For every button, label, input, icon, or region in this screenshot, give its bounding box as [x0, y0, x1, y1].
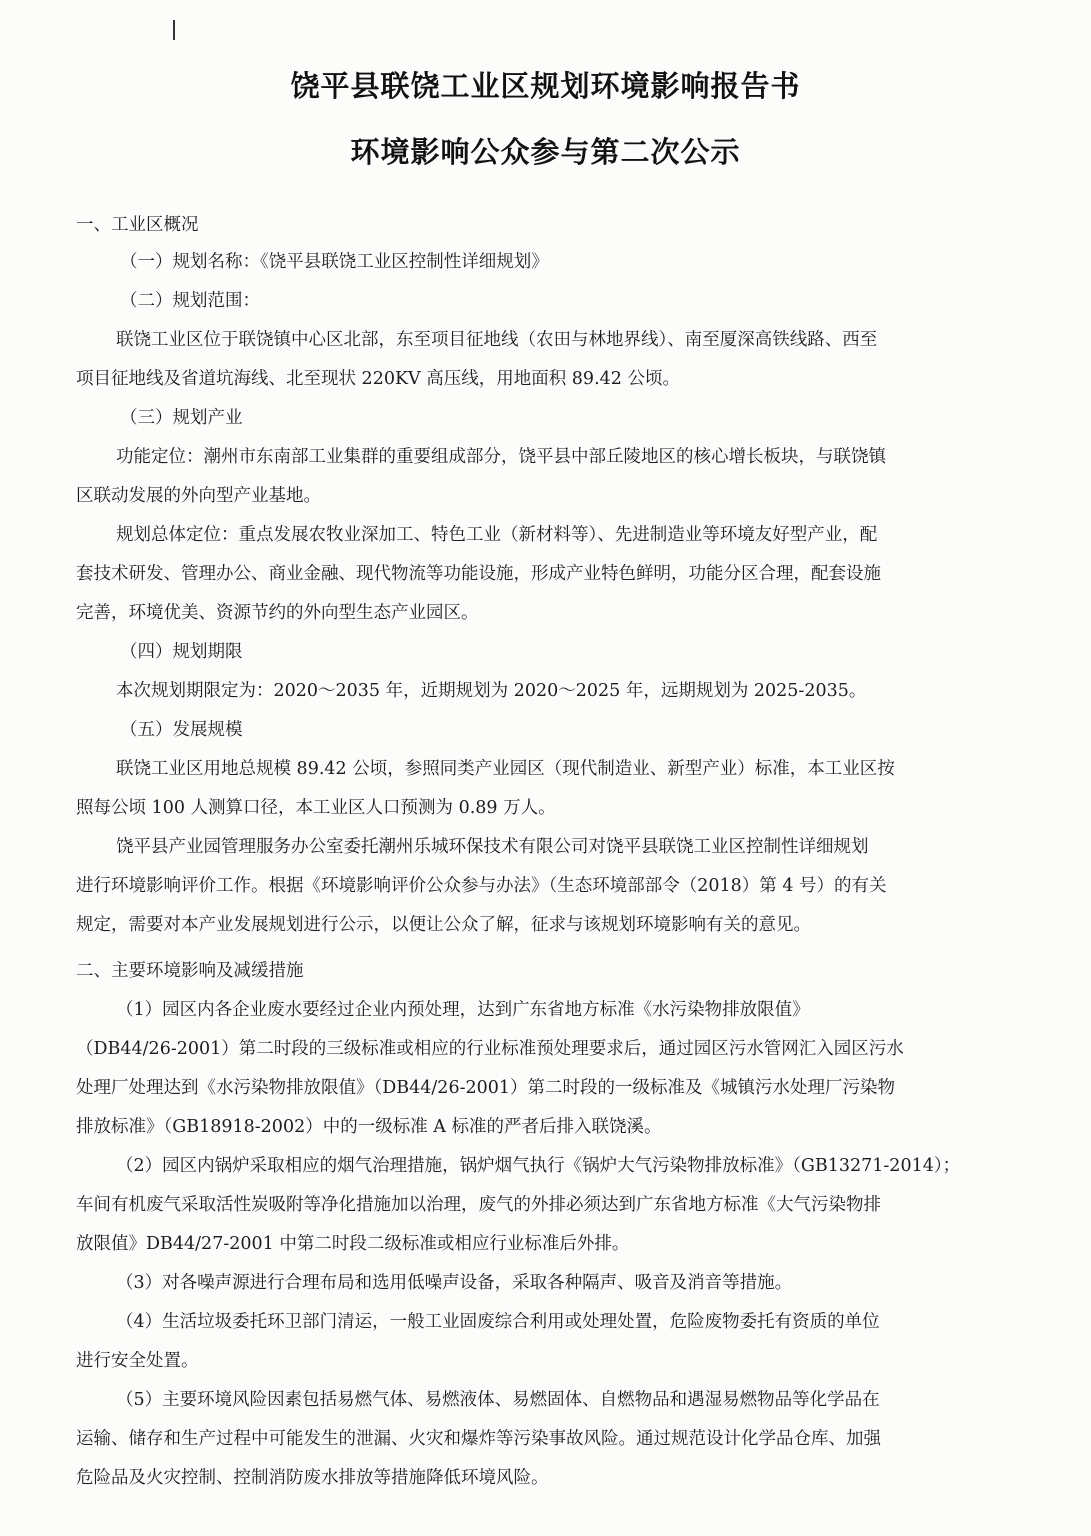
paragraph-line: （3）对各噪声源进行合理布局和选用低噪声设备，采取各种隔声、吸音及消音等措施。 [116, 1273, 793, 1293]
paragraph-line: 联饶工业区用地总规模 89.42 公顷，参照同类产业园区（现代制造业、新型产业）标准，本工业区按 [116, 759, 895, 779]
paragraph-line: 处理厂处理达到《水污染物排放限值》（DB44/26-2001）第二时段的一级标准及《城镇污水处理厂污染物 [76, 1078, 896, 1098]
paragraph-line: 规定，需要对本产业发展规划进行公示，以便让公众了解，征求与该规划环境影响有关的意见。 [76, 915, 811, 935]
paragraph-line: 进行安全处置。 [76, 1351, 199, 1371]
paragraph-line: 放限值》DB44/27-2001 中第二时段二级标准或相应行业标准后外排。 [76, 1234, 630, 1254]
paragraph-line: （DB44/26-2001）第二时段的三级标准或相应的行业标准预处理要求后，通过园区污水管网汇入园区污水 [76, 1039, 904, 1059]
paragraph-line: 功能定位：潮州市东南部工业集群的重要组成部分，饶平县中部丘陵地区的核心增长板块，与联饶镇 [116, 447, 886, 467]
paragraph-line: （5）主要环境风险因素包括易燃气体、易燃液体、易燃固体、自燃物品和遇湿易燃物品等化学品在 [116, 1390, 880, 1410]
subsection-heading: （三）规划产业 [120, 408, 243, 428]
paragraph-line: （4）生活垃圾委托环卫部门清运，一般工业固废综合利用或处理处置，危险废物委托有资质的单位 [116, 1312, 880, 1332]
scan-mark [173, 20, 175, 40]
document-title: 饶平县联饶工业区规划环境影响报告书 [290, 69, 801, 103]
section-heading: 二、主要环境影响及减缓措施 [76, 961, 304, 981]
subsection-heading: （四）规划期限 [120, 642, 243, 662]
paragraph-line: 进行环境影响评价工作。根据《环境影响评价公众参与办法》（生态环境部部令（2018）第 4 号）的有关 [76, 876, 887, 896]
paragraph-line: （2）园区内锅炉采取相应的烟气治理措施，锅炉烟气执行《锅炉大气污染物排放标准》（GB13271-2014）； [116, 1156, 961, 1176]
paragraph-line: 危险品及火灾控制、控制消防废水排放等措施降低环境风险。 [76, 1468, 549, 1488]
paragraph-line: 饶平县产业园管理服务办公室委托潮州乐城环保技术有限公司对饶平县联饶工业区控制性详细规划 [116, 837, 869, 857]
paragraph-line: 联饶工业区位于联饶镇中心区北部，东至项目征地线（农田与林地界线）、南至厦深高铁线路、西至 [116, 330, 878, 350]
subsection-heading: （二）规划范围： [120, 291, 260, 311]
paragraph-line: 套技术研发、管理办公、商业金融、现代物流等功能设施，形成产业特色鲜明，功能分区合理，配套设施 [76, 564, 881, 584]
paragraph-line: 本次规划期限定为：2020～2035 年，近期规划为 2020～2025 年，远期规划为 2025-2035。 [116, 681, 867, 701]
paragraph-line: 排放标准》（GB18918-2002）中的一级标准 A 标准的严者后排入联饶溪。 [76, 1117, 662, 1137]
paragraph-line: 完善，环境优美、资源节约的外向型生态产业园区。 [76, 603, 479, 623]
paragraph-line: 运输、储存和生产过程中可能发生的泄漏、火灾和爆炸等污染事故风险。通过规范设计化学品仓库、加强 [76, 1429, 881, 1449]
document-subtitle: 环境影响公众参与第二次公示 [350, 135, 741, 169]
paragraph-line: 规划总体定位：重点发展农牧业深加工、特色工业（新材料等）、先进制造业等环境友好型产业，配 [116, 525, 878, 545]
paragraph-line: 区联动发展的外向型产业基地。 [76, 486, 321, 506]
paragraph-line: 项目征地线及省道坑海线、北至现状 220KV 高压线，用地面积 89.42 公顷。 [76, 369, 680, 389]
paragraph-line: 照每公顷 100 人测算口径，本工业区人口预测为 0.89 万人。 [76, 798, 556, 818]
section-heading: 一、工业区概况 [76, 215, 199, 235]
paragraph-line: 车间有机废气采取活性炭吸附等净化措施加以治理，废气的外排必须达到广东省地方标准《大气污染物排 [76, 1195, 881, 1215]
subsection-heading: （一）规划名称：《饶平县联饶工业区控制性详细规划》 [120, 252, 549, 272]
paragraph-line: （1）园区内各企业废水要经过企业内预处理，达到广东省地方标准《水污染物排放限值》 [116, 1000, 810, 1020]
subsection-heading: （五）发展规模 [120, 720, 243, 740]
